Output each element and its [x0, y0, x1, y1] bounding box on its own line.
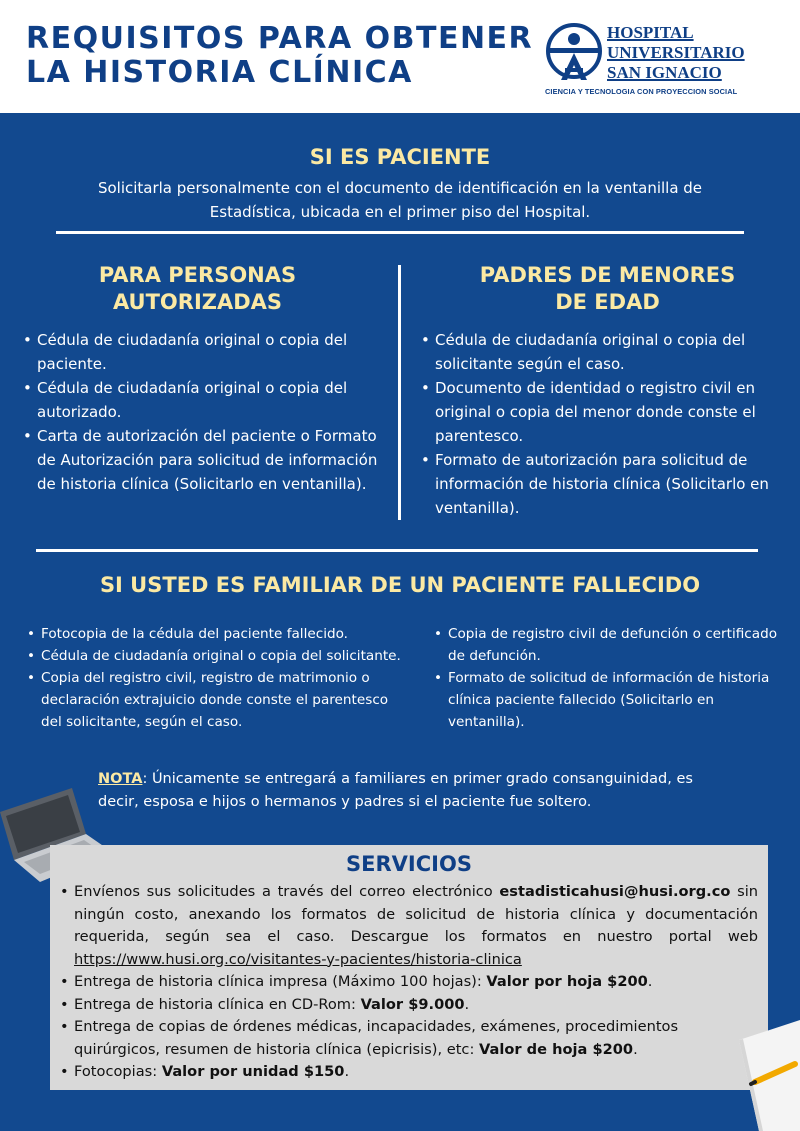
service-5-end: . — [344, 1063, 350, 1080]
list-item: • Cédula de ciudadanía original o copia del paciente. — [23, 328, 385, 376]
service-5-text: Fotocopias: — [74, 1063, 162, 1080]
list-item — [60, 881, 758, 971]
service-3-end: . — [464, 995, 470, 1013]
logo-text-line1: HOSPITAL — [607, 23, 694, 42]
portal-link[interactable]: https://www.husi.org.co/visitantes-y-pacientes/historia-clinica — [74, 950, 522, 968]
paciente-text-line2: Estadística, ubicada en el primer piso del Hospital. — [209, 203, 591, 221]
autorizadas-title-line1: PARA PERSONAS — [98, 263, 297, 287]
paciente-text — [20, 176, 780, 224]
autorizadas-title-line2: AUTORIZADAS — [112, 290, 283, 314]
fallecido-title: SI USTED ES FAMILIAR DE UN PACIENTE FALLECIDO — [99, 573, 701, 597]
logo-text-line2: UNIVERSITARIO — [607, 43, 745, 62]
service-3-price: Valor $9.000 — [360, 995, 465, 1013]
service-1-text-cont: sin ningún costo, anexando los formatos de solicitud de historia clínica y documentación requerida, según sea el caso. Descargue los formatos en nuestro portal web — [74, 883, 758, 945]
service-2-price: Valor por hoja $200 — [486, 973, 648, 990]
autorizadas-title — [30, 262, 365, 316]
nota-text — [98, 768, 738, 814]
list-item: • Formato de autorización para solicitud de información de historia clínica (Solicitarlo en ventanilla). — [421, 448, 783, 520]
service-2-text: Entrega de historia clínica impresa (Máximo 100 hojas): — [74, 973, 487, 990]
service-2-end: . — [647, 973, 653, 990]
nota-label: NOTA — [98, 771, 143, 787]
padres-title — [440, 262, 775, 316]
padres-title-line1: PADRES DE MENORES — [479, 263, 736, 287]
padres-list — [421, 328, 783, 520]
padres-title-line2: DE EDAD — [555, 290, 660, 314]
list-item: • Copia de registro civil de defunción o certificado de defunción. — [434, 623, 784, 667]
autorizadas-list — [23, 328, 385, 496]
page-title-line1: REQUISITOS PARA OBTENER — [26, 21, 534, 56]
list-item: • Cédula de ciudadanía original o copia del solicitante. — [27, 645, 412, 667]
services-box — [50, 845, 768, 1090]
service-4-text: Entrega de copias de órdenes médicas, incapacidades, exámenes, procedimientos quirúrgicos, resumen de historia clínica (epicrisis), etc: — [74, 1018, 679, 1058]
list-item: • Carta de autorización del paciente o Formato de Autorización para solicitud de información de historia clínica (Solicitarlo en ventanilla). — [23, 424, 385, 496]
nota-body: : Únicamente se entregará a familiares en primer grado consanguinidad, es decir, esposa e hijos o hermanos y padres si el paciente fue soltero. — [98, 771, 693, 810]
list-item: • Documento de identidad o registro civil en original o copia del menor donde conste el parentesco. — [421, 376, 783, 448]
list-item — [60, 1061, 758, 1084]
page-title-line2: LA HISTORIA CLÍNICA — [26, 55, 413, 90]
list-item: • Cédula de ciudadanía original o copia del autorizado. — [23, 376, 385, 424]
list-item — [60, 994, 758, 1017]
divider-top — [56, 231, 744, 234]
paciente-text-line1: Solicitarla personalmente con el documento de identificación en la ventanilla de — [97, 179, 703, 197]
service-4-end: . — [633, 1040, 638, 1058]
list-item — [60, 971, 758, 994]
service-1-text: Envíenos sus solicitudes a través del correo electrónico — [74, 883, 500, 900]
service-4-price: Valor de hoja $200 — [479, 1040, 634, 1058]
services-list — [60, 881, 758, 1084]
services-title: SERVICIOS — [346, 852, 472, 876]
service-3-text: Entrega de historia clínica en CD-Rom: — [74, 995, 361, 1013]
list-item: • Formato de solicitud de información de historia clínica paciente fallecido (Solicitarlo en ventanilla). — [434, 667, 784, 733]
divider-vertical — [398, 265, 401, 520]
fallecido-left-list — [27, 623, 412, 733]
service-5-price: Valor por unidad $150 — [161, 1063, 345, 1080]
fallecido-right-list — [434, 623, 784, 733]
page-title — [26, 22, 533, 90]
hospital-logo — [545, 22, 760, 102]
logo-tagline: CIENCIA Y TECNOLOGIA CON PROYECCION SOCIAL — [545, 87, 738, 96]
hospital-logo-icon — [545, 22, 603, 84]
page-header — [0, 0, 800, 113]
list-item: • Cédula de ciudadanía original o copia del solicitante según el caso. — [421, 328, 783, 376]
list-item: • Fotocopia de la cédula del paciente fallecido. — [27, 623, 412, 645]
list-item: • Copia del registro civil, registro de matrimonio o declaración extrajuicio donde conste el parentesco del solicitante, según el caso. — [27, 667, 412, 733]
logo-text-line3: SAN IGNACIO — [607, 63, 722, 82]
list-item — [60, 1016, 758, 1061]
notepad-pencil-icon — [725, 1020, 800, 1131]
contact-email[interactable]: estadisticahusi@husi.org.co — [499, 883, 731, 900]
divider-middle — [36, 549, 758, 552]
paciente-title: SI ES PACIENTE — [309, 145, 491, 169]
